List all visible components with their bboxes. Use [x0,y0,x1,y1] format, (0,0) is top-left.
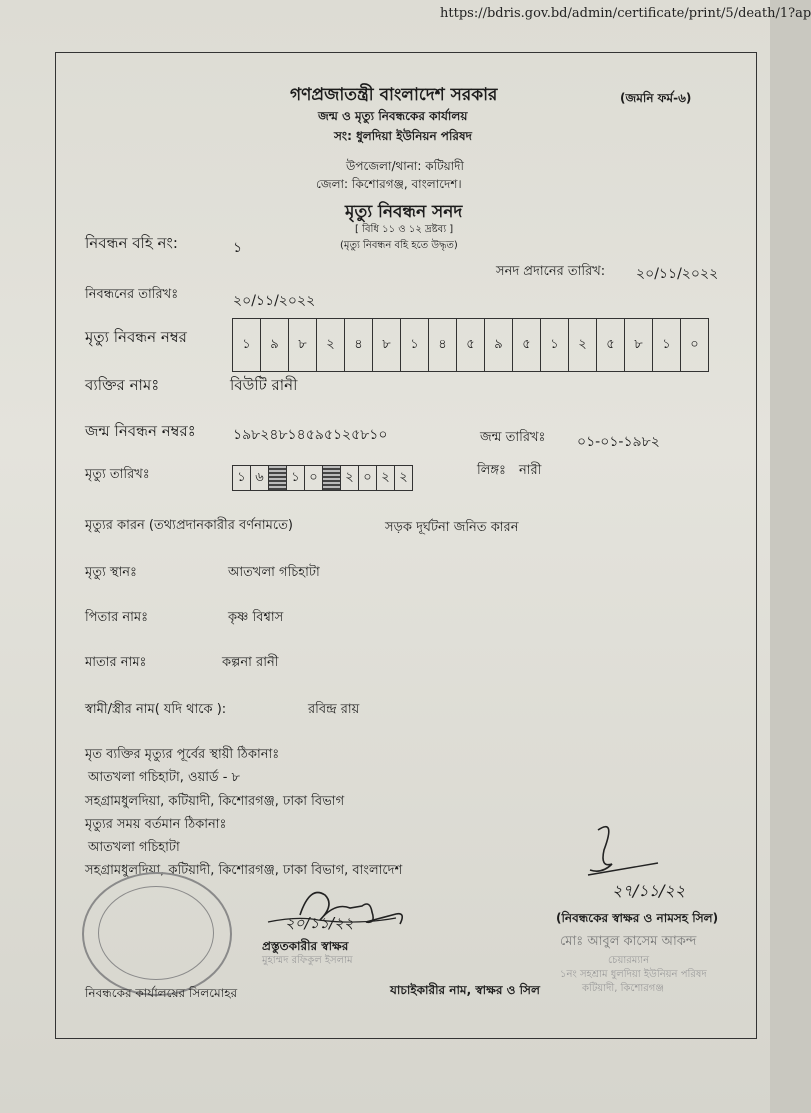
spouse-name-value: রবিন্দ্র রায় [308,702,360,717]
digit-box: ২ [317,319,345,371]
dob-label: জন্ম তারিখঃ [480,430,546,445]
permanent-address-label: মৃত ব্যক্তির মৃত্যুর পূর্বের স্থায়ী ঠিকানাঃ [85,747,280,762]
preparer-sign-date: ২০/১১/২২ [285,914,354,932]
sex-label: লিঙ্গঃ [477,463,506,478]
union-council: সং: ধুলদিয়া ইউনিয়ন পরিষদ [334,129,472,143]
cause-label: মৃত্যুর কারন (তথ্যপ্রদানকারীর বর্ণনামতে) [85,518,293,533]
digit-box: ১ [287,466,305,490]
death-address-line1: আতখলা গচিহাটা [88,840,180,855]
preparer-signature-label: প্রস্তুতকারীর স্বাক্ষর [262,939,349,953]
digit-box: ১ [653,319,681,371]
mother-name-value: কল্পনা রানী [222,655,279,670]
registration-date-value: ২০/১১/২০২২ [233,293,316,309]
government-title: গণপ্রজাতন্ত্রী বাংলাদেশ সরকার [290,85,498,105]
spouse-name-label: স্বামী/স্ত্রীর নাম( যদি থাকে ): [85,702,227,717]
digit-box: ৫ [597,319,625,371]
registrar-sign-date: ২৭/১১/২২ [612,881,686,900]
registrar-org-stamp: ১নং সহশ্রাম ধুলদিয়া ইউনিয়ন পরিষদ [560,969,707,980]
registrar-place-stamp: কটিয়াদী, কিশোরগঞ্জ [582,983,664,994]
preparer-stamp-text: মুহাম্মদ রফিকুল ইসলাম [262,955,353,966]
digit-box: ৮ [625,319,653,371]
digit-box: ০ [305,466,323,490]
digit-box: ৫ [457,319,485,371]
father-name-value: কৃষ্ণ বিশ্বাস [228,610,284,625]
person-name-label: ব্যক্তির নামঃ [85,376,160,394]
digit-box: ৫ [513,319,541,371]
digit-box: ৯ [261,319,289,371]
digit-box: ১ [401,319,429,371]
death-address-label: মৃত্যুর সময় বর্তমান ঠিকানাঃ [85,817,227,832]
source-note: (মৃত্যু নিবন্ধন বহি হতে উদ্ধৃত) [340,240,458,251]
digit-box: ৯ [485,319,513,371]
death-date-label: মৃত্যু তারিখঃ [85,467,150,482]
office-title: জন্ম ও মৃত্যু নিবন্ধকের কার্যালয় [318,109,468,123]
permanent-address-line2: সহগ্রামধুলদিয়া, কটিয়াদী, কিশোরগঞ্জ, ঢাকা বিভাগ [85,794,345,809]
cause-value: সড়ক দূর্ঘটনা জনিত কারন [385,520,519,535]
digit-box: ০ [359,466,377,490]
father-name-label: পিতার নামঃ [85,610,149,625]
digit-box: ৪ [429,319,457,371]
issue-date-label: সনদ প্রদানের তারিখ: [496,264,606,279]
book-number-value: ১ [233,240,243,256]
verifier-label: যাচাইকারীর নাম, স্বাক্ষর ও সিল [390,983,540,997]
person-name-value: বিউটি রানী [230,376,298,394]
digit-box: ১ [233,466,251,490]
form-number: (জমনি ফর্ম-৬) [620,91,692,105]
digit-box: ৬ [251,466,269,490]
mother-name-label: মাতার নামঃ [85,655,147,670]
digit-box: ২ [569,319,597,371]
digit-box: ২ [399,469,408,485]
birth-reg-value: ১৯৮২৪৮১৪৫৯৫১২৫৮১০ [233,427,388,443]
upazila: উপজেলা/থানা: কটিয়াদী [346,159,464,173]
book-number-label: নিবন্ধন বহি নং: [85,234,178,252]
death-address-line2: সহগ্রামধুলদিয়া, কটিয়াদী, কিশোরগঞ্জ, ঢাকা বিভাগ, বাংলাদেশ [85,863,403,878]
district: জেলা: কিশোরগঞ্জ, বাংলাদেশ। [316,177,462,191]
birth-reg-label: জন্ম নিবন্ধন নম্বরঃ [85,422,196,440]
digit-box: ৮ [373,319,401,371]
digit-box: ১ [541,319,569,371]
rule-reference: [ বিধি ১১ ও ১২ দ্রষ্টব্য ] [355,224,454,235]
digit-box: ৪ [345,319,373,371]
dob-value: ০১-০১-১৯৮২ [577,434,660,450]
registrar-signature-label: (নিবন্ধকের স্বাক্ষর ও নামসহ সিল) [556,911,719,925]
print-url: https://bdris.gov.bd/admin/certificate/print/5/death/1?ap [440,6,811,21]
death-place-label: মৃত্যু স্থানঃ [85,565,137,580]
death-reg-label: মৃত্যু নিবন্ধন নম্বর [85,328,187,346]
registrar-title-stamp: চেয়ারম্যান [608,955,650,966]
issue-date-value: ২০/১১/২০২২ [636,266,719,282]
digit-box: ৮ [289,319,317,371]
registration-date-label: নিবন্ধনের তারিখঃ [85,287,179,302]
digit-box: ২ [377,466,395,490]
registrar-name-stamp: মোঃ আবুল কাসেম আকন্দ [560,934,697,949]
office-seal-label: নিবন্ধকের কার্যালয়ের সিলমোহর [85,986,238,1000]
digit-box: ১ [233,319,261,371]
death-place-value: আতখলা গচিহাটা [228,565,320,580]
certificate-title: মৃত্যু নিবন্ধন সনদ [345,202,463,222]
permanent-address-line1: আতখলা গচিহাটা, ওয়ার্ড - ৮ [88,770,240,785]
digit-box: ০ [690,336,699,352]
digit-box: ২ [341,466,359,490]
sex-value: নারী [519,463,542,478]
